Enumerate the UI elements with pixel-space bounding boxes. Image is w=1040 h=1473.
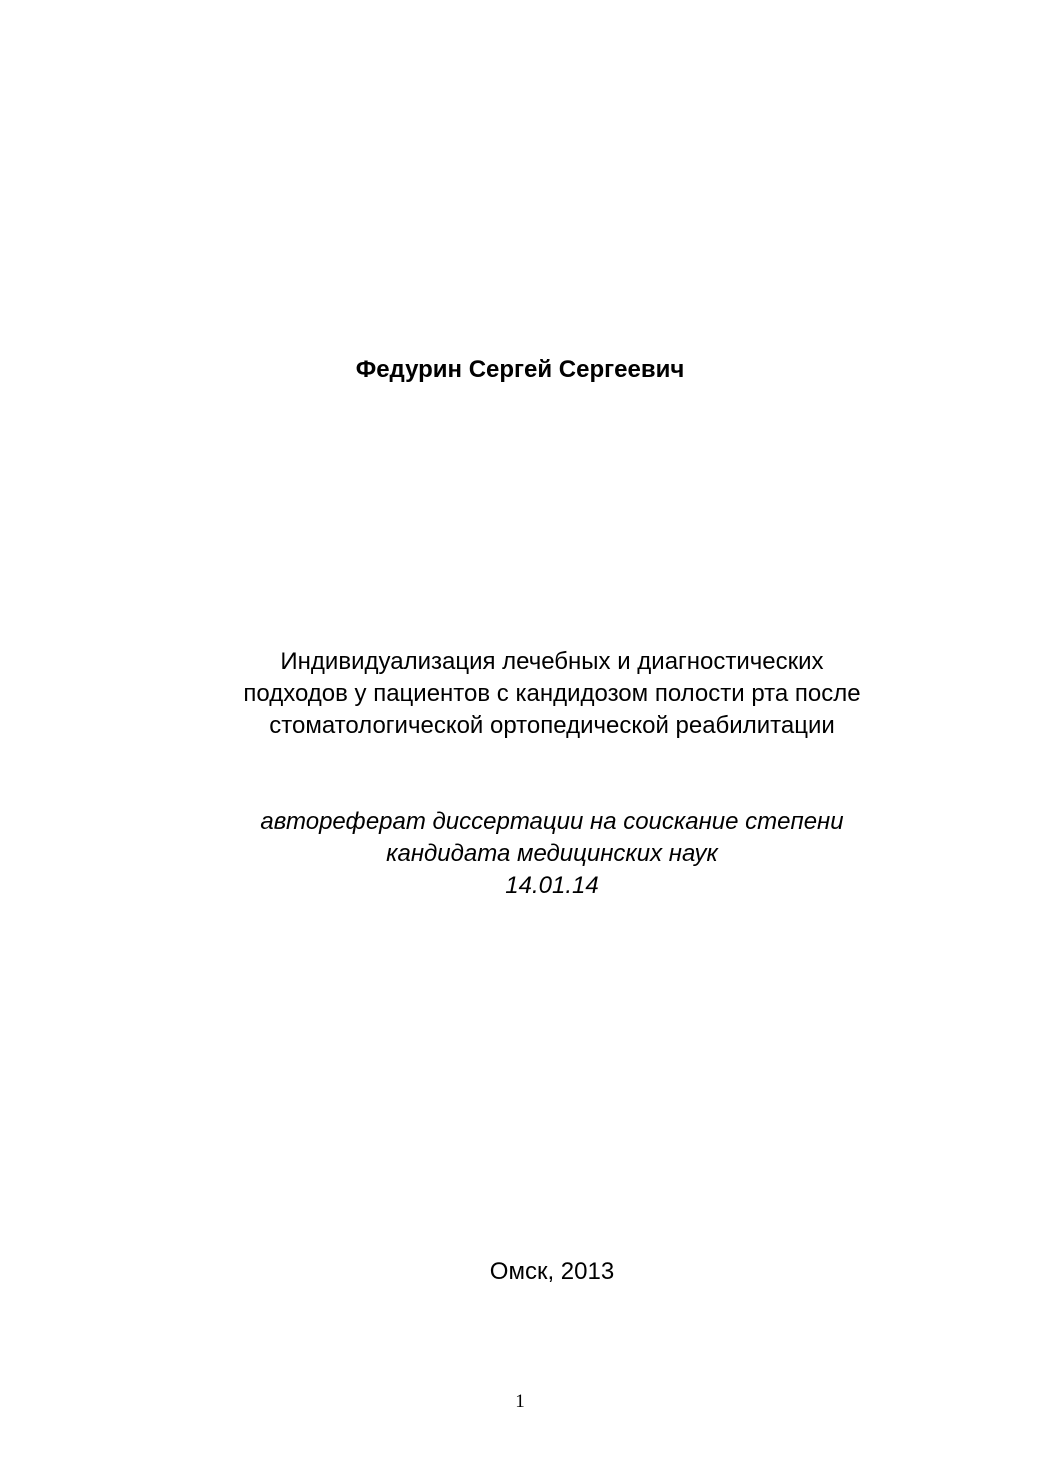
page-number: 1 <box>515 1391 525 1412</box>
dissertation-title <box>0 646 1040 742</box>
title-line: стоматологической ортопедической реабилитации <box>269 712 835 739</box>
subtitle-line: кандидата медицинских наук <box>386 840 718 867</box>
place-and-year: Омск, 2013 <box>489 1258 615 1285</box>
title-line: подходов у пациентов с кандидозом полости рта после <box>243 680 861 707</box>
author-name: Федурин Сергей Сергеевич <box>355 356 685 383</box>
dissertation-subtitle <box>0 806 1040 902</box>
title-line: Индивидуализация лечебных и диагностических <box>280 648 824 675</box>
subtitle-line: автореферат диссертации на соискание степени <box>260 808 844 835</box>
specialty-code: 14.01.14 <box>505 872 599 899</box>
